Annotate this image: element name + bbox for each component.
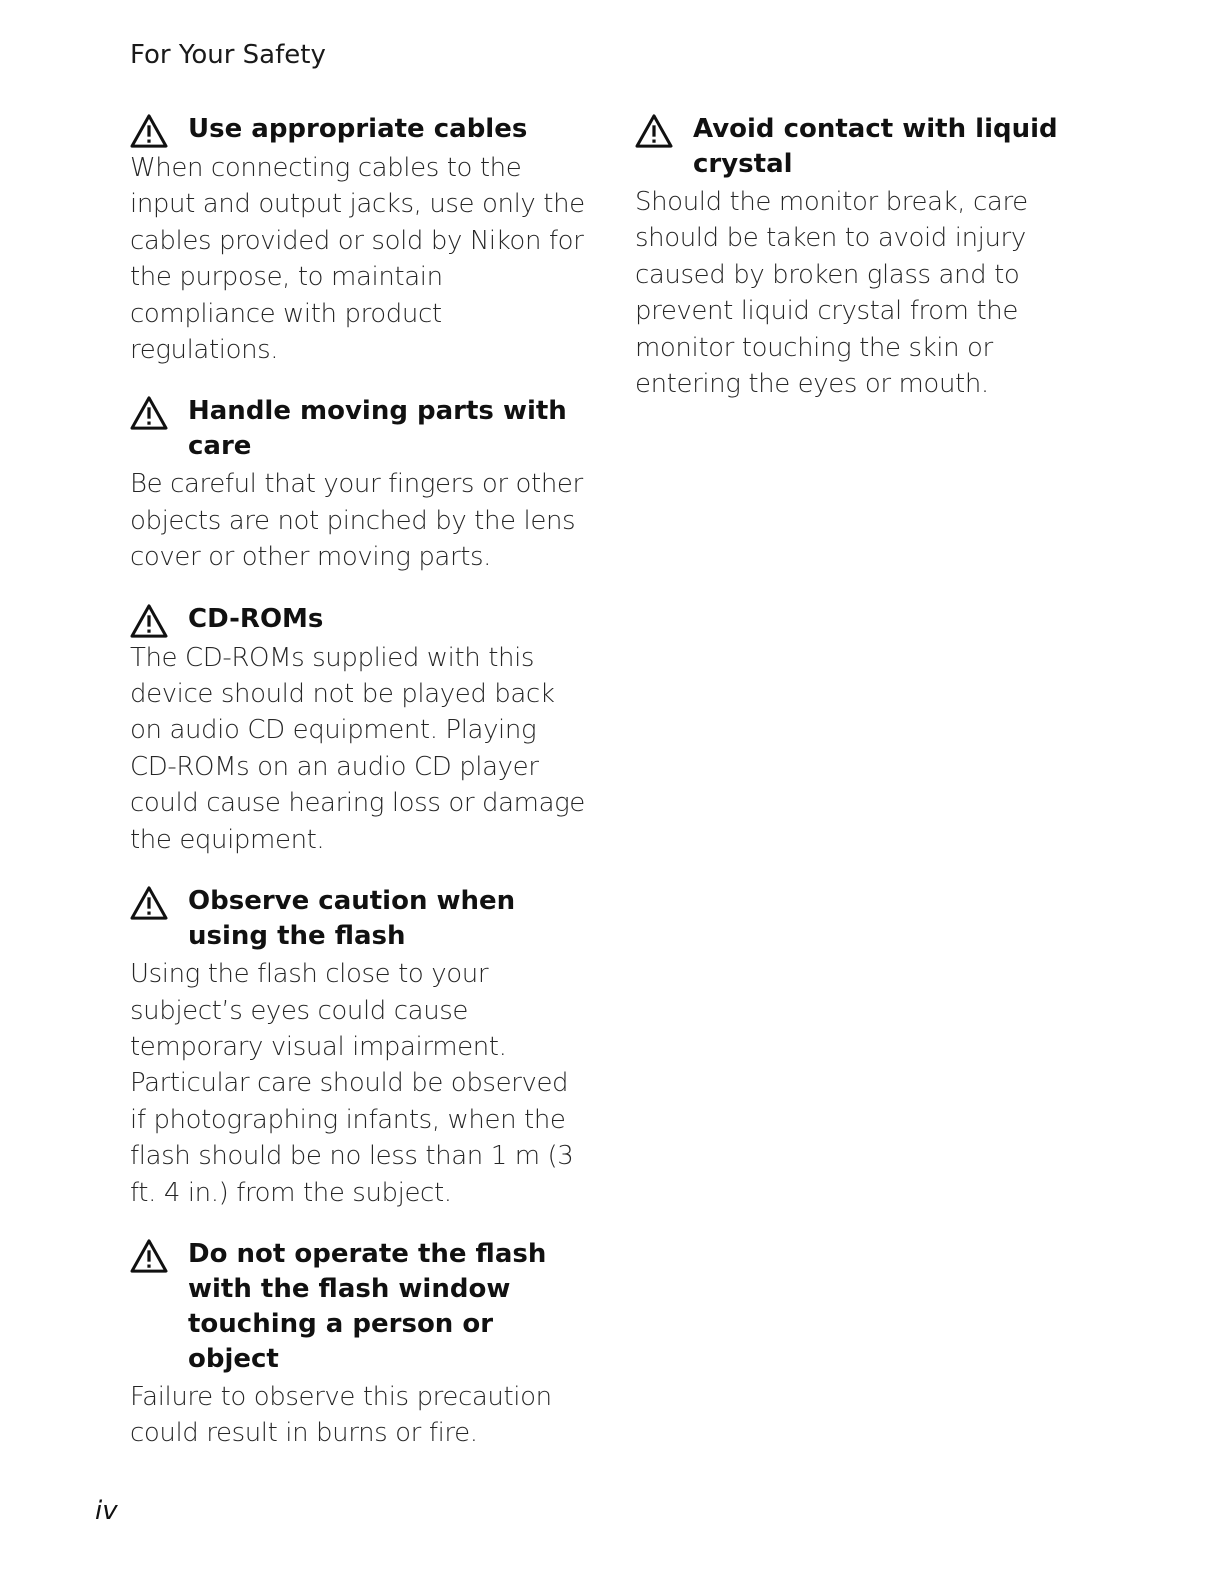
section-body: When connecting cables to the input and output jacks, use only the cables provided or sold by Nikon for the purpose, to maintain compliance with product regulations.: [130, 153, 585, 366]
section-heading: Use appropriate cables: [188, 114, 528, 144]
left-column: [130, 112, 590, 1478]
page-number: iv: [95, 1496, 118, 1526]
safety-section-moving-parts: [130, 394, 590, 575]
section-body: The CD-ROMs supplied with this device should not be played back on audio CD equipment. Playing CD-ROMs on an audio CD player could cause hearing loss or damage the equipment.: [130, 642, 585, 855]
warning-icon: [130, 886, 168, 920]
safety-section-cables: [130, 112, 590, 368]
section-heading-row: [130, 394, 590, 464]
section-heading-row: [130, 884, 590, 954]
section-heading: Do not operate the flash with the flash window touching a person or object: [188, 1238, 547, 1374]
warning-icon: [130, 1239, 168, 1273]
section-body: Should the monitor break, care should be taken to avoid injury caused by broken glass and to prevent liquid crystal from the monitor touching the skin or entering the eyes or mouth.: [635, 187, 1028, 400]
section-body: Failure to observe this precaution could result in burns or fire.: [130, 1381, 552, 1449]
safety-section-flash-caution: [130, 884, 590, 1211]
right-column: [635, 112, 1105, 428]
section-heading: Observe caution when using the flash: [188, 886, 516, 952]
section-body: Be careful that your fingers or other objects are not pinched by the lens cover or other moving parts.: [130, 469, 583, 573]
safety-section-cd-roms: [130, 602, 590, 858]
section-heading-row: [130, 602, 590, 638]
section-body: Using the flash close to your subject’s eyes could cause temporary visual impairment. Particular care should be observed if photographing infants, when the flash should be no less than 1 m (3 ft. 4 in.) from the subject.: [130, 959, 574, 1208]
warning-icon: [130, 114, 168, 148]
running-head: For Your Safety: [130, 40, 326, 70]
safety-section-flash-window: [130, 1237, 590, 1452]
warning-icon: [635, 114, 673, 148]
safety-section-liquid-crystal: [635, 112, 1105, 402]
section-heading-row: [130, 1237, 590, 1377]
warning-icon: [130, 604, 168, 638]
section-heading-row: [635, 112, 1105, 182]
section-heading: Handle moving parts with care: [188, 396, 567, 462]
warning-icon: [130, 396, 168, 430]
section-heading: CD-ROMs: [188, 603, 324, 634]
section-heading-row: [130, 112, 590, 148]
section-heading: Avoid contact with liquid crystal: [693, 114, 1058, 179]
